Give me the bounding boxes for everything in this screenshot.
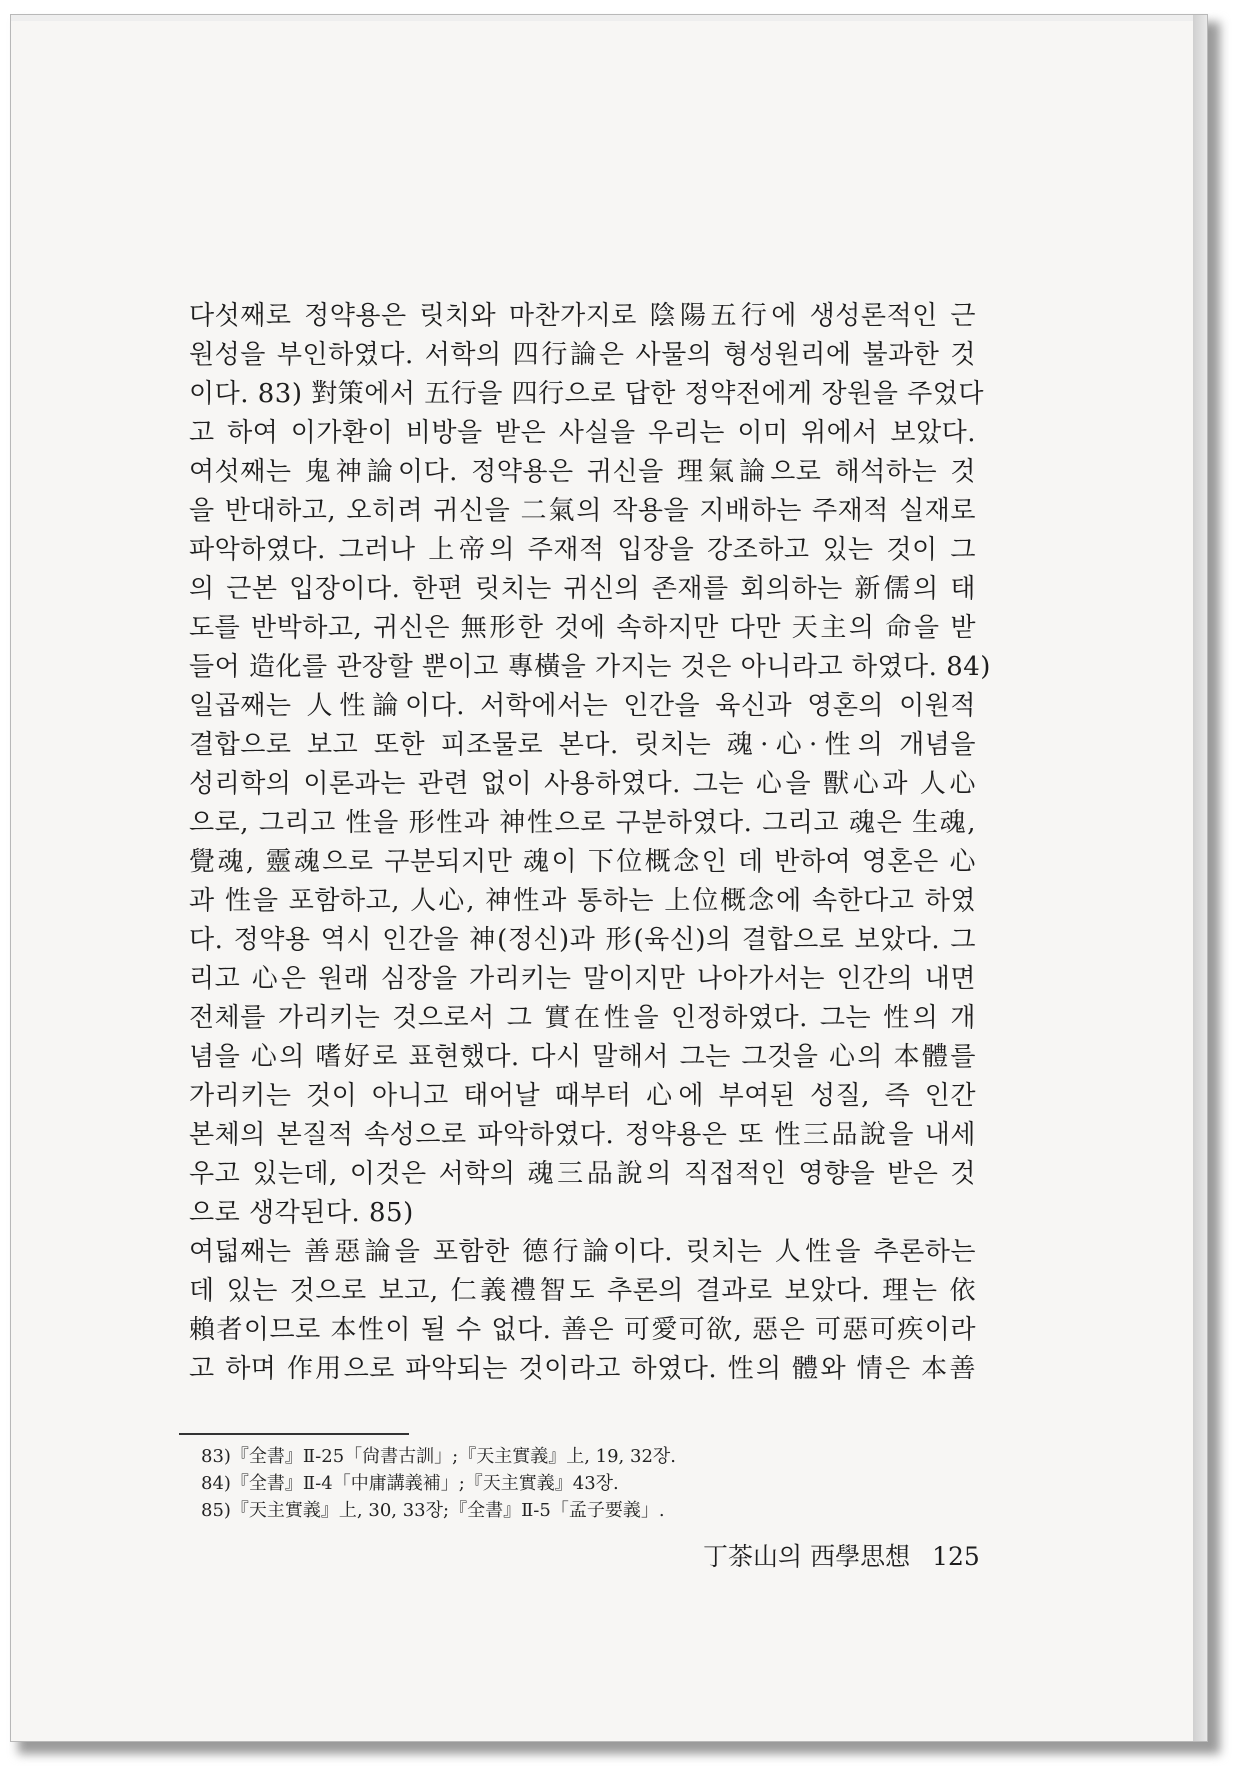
text-line: 파악하였다. 그러나 上帝의 주재적 입장을 강조하고 있는 것이 그 <box>189 535 976 565</box>
text-line: 으로 생각된다. 85) <box>189 1198 414 1228</box>
text-line: 념을 心의 嗜好로 표현했다. 다시 말해서 그는 그것을 心의 本體를 <box>189 1042 976 1072</box>
body-text <box>189 297 991 1389</box>
text-line: 원성을 부인하였다. 서학의 四行論은 사물의 형성원리에 불과한 것 <box>189 340 976 370</box>
text-line: 여섯째는 鬼神論이다. 정약용은 귀신을 理氣論으로 해석하는 것 <box>189 457 976 487</box>
text-line: 賴者이므로 本性이 될 수 없다. 善은 可愛可欲, 惡은 可惡可疾이라 <box>189 1315 976 1345</box>
text-line: 의 근본 입장이다. 한편 릿치는 귀신의 존재를 회의하는 新儒의 태 <box>189 574 976 604</box>
page-number: 125 <box>932 1542 980 1571</box>
page-top-edge <box>11 15 1207 21</box>
footnote-rule <box>179 1433 409 1435</box>
footnotes <box>201 1443 901 1524</box>
text-line: 여덟째는 善惡論을 포함한 德行論이다. 릿치는 人性을 추론하는 <box>189 1237 976 1267</box>
page-right-edge <box>1193 15 1207 1741</box>
running-title: 丁茶山의 西學思想 <box>703 1542 911 1571</box>
text-line: 고 하며 作用으로 파악되는 것이라고 하였다. 性의 體와 情은 本善 <box>189 1354 976 1384</box>
paragraph-seventh <box>189 687 976 1233</box>
text-line: 전체를 가리키는 것으로서 그 實在性을 인정하였다. 그는 性의 개 <box>189 1003 976 1033</box>
text-line: 다. 정약용 역시 인간을 神(정신)과 形(육신)의 결합으로 보았다. 그 <box>189 925 976 955</box>
text-line: 으로, 그리고 性을 形性과 神性으로 구분하였다. 그리고 魂은 生魂, <box>189 808 976 838</box>
text-line: 을 반대하고, 오히려 귀신을 二氣의 작용을 지배하는 주재적 실재로 <box>189 496 976 526</box>
text-line: 과 性을 포함하고, 人心, 神性과 통하는 上位概念에 속한다고 하였 <box>189 886 976 916</box>
text-line: 우고 있는데, 이것은 서학의 魂三品說의 직접적인 영향을 받은 것 <box>189 1159 976 1189</box>
text-line: 覺魂, 靈魂으로 구분되지만 魂이 下位概念인 데 반하여 영혼은 心 <box>189 847 976 877</box>
paragraph-fifth <box>189 297 984 453</box>
text-line: 다섯째로 정약용은 릿치와 마찬가지로 陰陽五行에 생성론적인 근 <box>189 301 976 331</box>
text-line: 이다. 83) 對策에서 五行을 四行으로 답한 정약전에게 장원을 주었다 <box>189 379 984 409</box>
running-footer <box>703 1537 980 1573</box>
document-page <box>10 14 1208 1742</box>
text-line: 고 하여 이가환이 비방을 받은 사실을 우리는 이미 위에서 보았다. <box>189 418 976 448</box>
text-line: 일곱째는 人性論이다. 서학에서는 인간을 육신과 영혼의 이원적 <box>189 691 976 721</box>
text-line: 가리키는 것이 아니고 태어날 때부터 心에 부여된 성질, 즉 인간 <box>189 1081 976 1111</box>
text-line: 도를 반박하고, 귀신은 無形한 것에 속하지만 다만 天主의 命을 받 <box>189 613 976 643</box>
text-line: 데 있는 것으로 보고, 仁義禮智도 추론의 결과로 보았다. 理는 依 <box>189 1276 976 1306</box>
text-line: 성리학의 이론과는 관련 없이 사용하였다. 그는 心을 獸心과 人心 <box>189 769 976 799</box>
text-line: 결합으로 보고 또한 피조물로 본다. 릿치는 魂·心·性의 개념을 <box>189 730 976 760</box>
text-line: 리고 心은 원래 심장을 가리키는 말이지만 나아가서는 인간의 내면 <box>189 964 976 994</box>
text-line: 들어 造化를 관장할 뿐이고 專橫을 가지는 것은 아니라고 하였다. 84) <box>189 652 991 682</box>
paragraph-sixth <box>189 453 991 687</box>
text-line: 본체의 본질적 속성으로 파악하였다. 정약용은 또 性三品說을 내세 <box>189 1120 976 1150</box>
footnote: 84)『全書』Ⅱ-4「中庸講義補」;『天主實義』43장. <box>201 1473 619 1494</box>
footnote: 83)『全書』Ⅱ-25「尙書古訓」;『天主實義』上, 19, 32장. <box>201 1446 677 1467</box>
footnote: 85)『天主實義』上, 30, 33장;『全書』Ⅱ-5「孟子要義」. <box>201 1500 665 1521</box>
paragraph-eighth <box>189 1233 976 1389</box>
